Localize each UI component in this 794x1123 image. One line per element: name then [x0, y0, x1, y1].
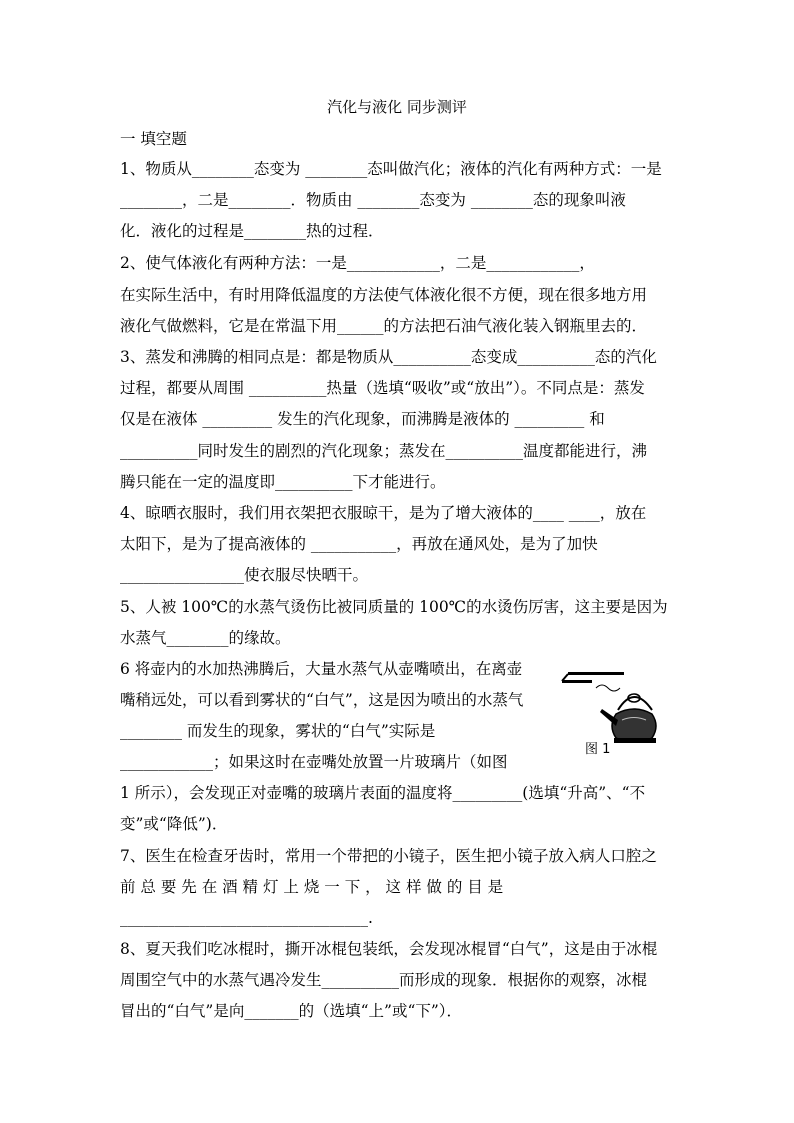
question-line: 1 所示），会发现正对壶嘴的玻璃片表面的温度将_________(选填“升高”、“不	[120, 784, 646, 802]
question-line: 水蒸气________的缘故。	[120, 629, 291, 647]
question-line: 6 将壶内的水加热沸腾后，大量水蒸气从壶嘴喷出，在离壶	[120, 660, 523, 678]
question-line: 过程，都要从周围 __________热量（选填“吸收”或“放出”）。不同点是：蒸发	[120, 379, 645, 397]
question-line: 1、物质从________态变为 ________态叫做汽化；液体的汽化有两种方式：一是	[120, 160, 662, 178]
question-line: ________________________________.	[120, 909, 373, 927]
question-line: 太阳下，是为了提高液体的 ___________，再放在通风处，是为了加快	[120, 535, 598, 553]
question-line: 冒出的“白气”是向_______的（选填“上”或“下”）．	[120, 1002, 463, 1020]
question-line: 在实际生活中，有时用降低温度的方法使气体液化很不方便，现在很多地方用	[120, 286, 648, 304]
question-line: 3、蒸发和沸腾的相同点是：都是物质从__________态变成__________态的汽化	[120, 348, 657, 366]
question-line: 周围空气中的水蒸气遇冷发生__________而形成的现象．根据你的观察，冰棍	[120, 971, 648, 989]
question-line: 4、晾晒衣服时，我们用衣架把衣服晾干，是为了增大液体的____ ____，放在	[120, 504, 647, 522]
question-line: ________ 而发生的现象，雾状的“白气”实际是	[120, 722, 436, 740]
question-line: 8、夏天我们吃冰棍时，撕开冰棍包装纸，会发现冰棍冒“白气”，这是由于冰棍	[120, 940, 658, 958]
question-line: 7、医生在检查牙齿时，常用一个带把的小镜子，医生把小镜子放入病人口腔之	[120, 847, 657, 865]
question-line: 腾只能在一定的温度即__________下才能进行。	[120, 473, 446, 491]
question-line: 2、使气体液化有两种方法：一是____________，二是____________，	[120, 254, 595, 272]
question-line: 化．液化的过程是________热的过程．	[120, 222, 384, 240]
kettle-steam-icon	[560, 668, 668, 756]
question-line: ________________使衣服尽快晒干。	[120, 566, 369, 584]
section-heading: 一 填空题	[120, 130, 187, 148]
question-line: 前 总 要 先 在 酒 精 灯 上 烧 一 下 ， 这 样 做 的 目 是	[120, 878, 504, 896]
figure-caption: 图 1	[585, 742, 611, 757]
question-line: __________同时发生的剧烈的汽化现象；蒸发在__________温度都能进行，沸	[120, 442, 648, 460]
question-line: 嘴稍远处，可以看到雾状的“白气”，这是因为喷出的水蒸气	[120, 691, 524, 709]
question-line: ________，二是________．物质由 ________态变为 ________态的现象叫液	[120, 191, 626, 209]
question-line: 变”或“降低”)．	[120, 815, 228, 833]
question-line: 5、人被 100℃的水蒸气烫伤比被同质量的 100℃的水烫伤厉害，这主要是因为	[120, 598, 668, 616]
question-line: 仅是在液体 _________ 发生的汽化现象，而沸腾是液体的 _________ 和	[120, 410, 605, 428]
question-line: ____________；如果这时在壶嘴处放置一片玻璃片（如图	[120, 753, 508, 771]
question-line: 液化气做燃料，它是在常温下用______的方法把石油气液化装入钢瓶里去的．	[120, 317, 648, 335]
page-title: 汽化与液化 同步测评	[327, 98, 467, 116]
